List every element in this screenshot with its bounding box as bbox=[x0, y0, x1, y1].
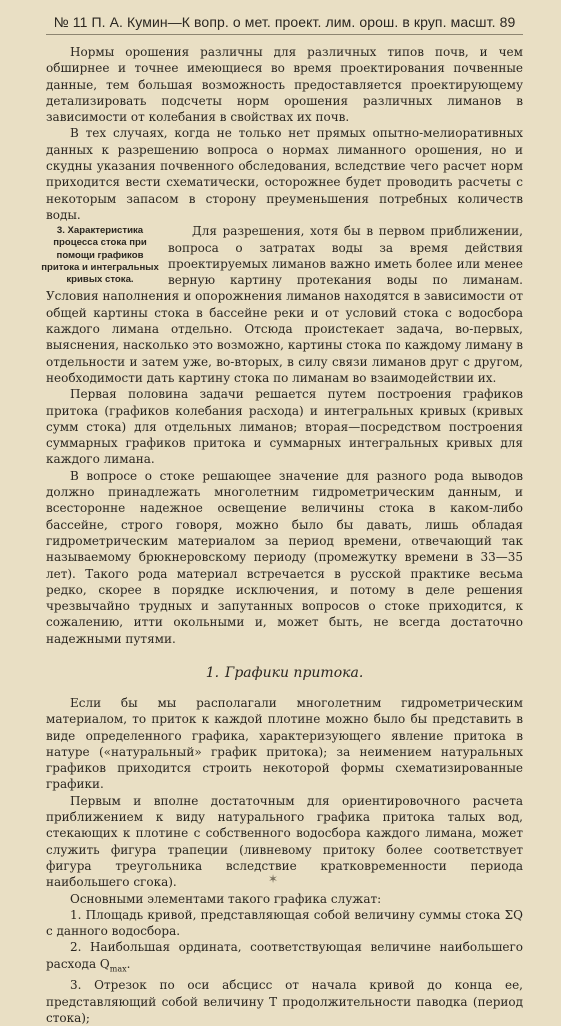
paragraph: В вопросе о стоке решающее значение для разного рода выводов должно принадлежать многолетним гидрометрическим данным, и всесторонне надежное освещение величины стока в каком-либо бассейне, строго говоря, можно было бы давать, лишь обладая гидрометрическим материалом за период времени, отвечающий так называемому брюкнеровскому периоду (промежутку времени в 33—35 лет). Такого рода материал встречается в русской практике весьма редко, скорее в порядке исключения, и потому в деле решения чрезвычайно трудных и запутанных вопросов о стоке приходится, к сожалению, итти окольными и, может быть, не всегда достаточно надежными путями. bbox=[46, 468, 523, 646]
footer-mark: ✶ bbox=[268, 872, 279, 886]
paragraph: Основными элементами такого графика служат: bbox=[70, 891, 382, 906]
paragraph: Нормы орошения различны для различных типов почв, и чем обширнее и точнее имеющиеся во время проектирования почвенные данные, тем большая возможность предоставляется проектирующему детализировать подсчеты норм орошения различных лиманов в зависимости от колебания в свойствах их почв. bbox=[46, 45, 523, 125]
side-note-heading: 3. Характеристика процесса стока при помощи графиков притока и интегральных кривых стока. bbox=[41, 225, 159, 286]
list-item-end: . bbox=[126, 956, 131, 971]
subscript: max bbox=[109, 964, 127, 974]
section-heading bbox=[46, 665, 523, 681]
paragraph: Для разрешения, хотя бы в первом приближении, вопроса о затратах воды за время действия проектируемых лиманов важно иметь более или менее верную картину протекания воды по лиманам. Условия наполнения и опорожнения лиманов находятся в зависимости от общей картины стока в бассейне реки и от условий стока с водосбора каждого лимана отдельно. Отсюда проистекает задача, во-первых, выяснения, насколько это возможно, картины стока по каждому лиману в отдельности и затем уже, во-вторых, в силу связи лиманов друг с другом, необходимости дать картину стока по лиманам во взаимодействии их. bbox=[46, 224, 523, 385]
section-3 bbox=[41, 223, 523, 647]
paragraph: Если бы мы располагали многолетним гидрометрическим материалом, то приток к каждой плотине можно было бы представить в виде определенного графика, характеризующего явление притока в натуре («натуральный» график притока); за неимением натуральных графиков приходится строить некоторой формы схематизированные графики. bbox=[46, 695, 523, 792]
running-head-text: № 11 П. А. Кумин—К вопр. о мет. проект. лим. орош. в круп. масшт. 89 bbox=[53, 14, 516, 30]
list-item bbox=[46, 939, 523, 977]
paragraph: В тех случаях, когда не только нет прямых опытно-мелиоративных данных к разрешению вопроса о нормах лиманного орошения, но и скудны указания почвенного обследования, вследствие чего расчет норм приходится вести схематически, осторожнее будет проводить расчеты с некоторым запасом в сторону преуменьшения потребных количеств воды. bbox=[46, 126, 523, 222]
running-head bbox=[46, 14, 523, 35]
list-item: 1. Площадь кривой, представляющая собой величину суммы стока ΣQ с данного водосбора. bbox=[46, 907, 523, 939]
list-item-text: 2. Наибольшая ордината, соответствующая величине наибольшего расхода Q bbox=[46, 940, 523, 971]
paragraph: Первым и вполне достаточным для ориентировочного расчета приближением к виду натурального графика притока талых вод, стекающих к плотине с собственного водосбора каждого лимана, может служить фигура трапеции (ливневому притоку более соответствует фигура треугольника вследствие кратковременности периода наибольшего сгока). bbox=[46, 793, 523, 890]
list-item: 3. Отрезок по оси абсцисс от начала кривой до конца ее, представляющий собой величину T продолжительности паводка (период стока); bbox=[46, 978, 523, 1026]
section-number: 1. bbox=[205, 664, 220, 681]
paragraph: Первая половина задачи решается путем построения графиков притока (графиков колебания расхода) и интегральных кривых (кривых сумм стока) для отдельных лиманов; вторая—посредством построения суммарных графиков притока и суммарных интегральных кривых для каждого лимана. bbox=[46, 387, 523, 467]
section-title: Графики притока. bbox=[225, 664, 364, 681]
